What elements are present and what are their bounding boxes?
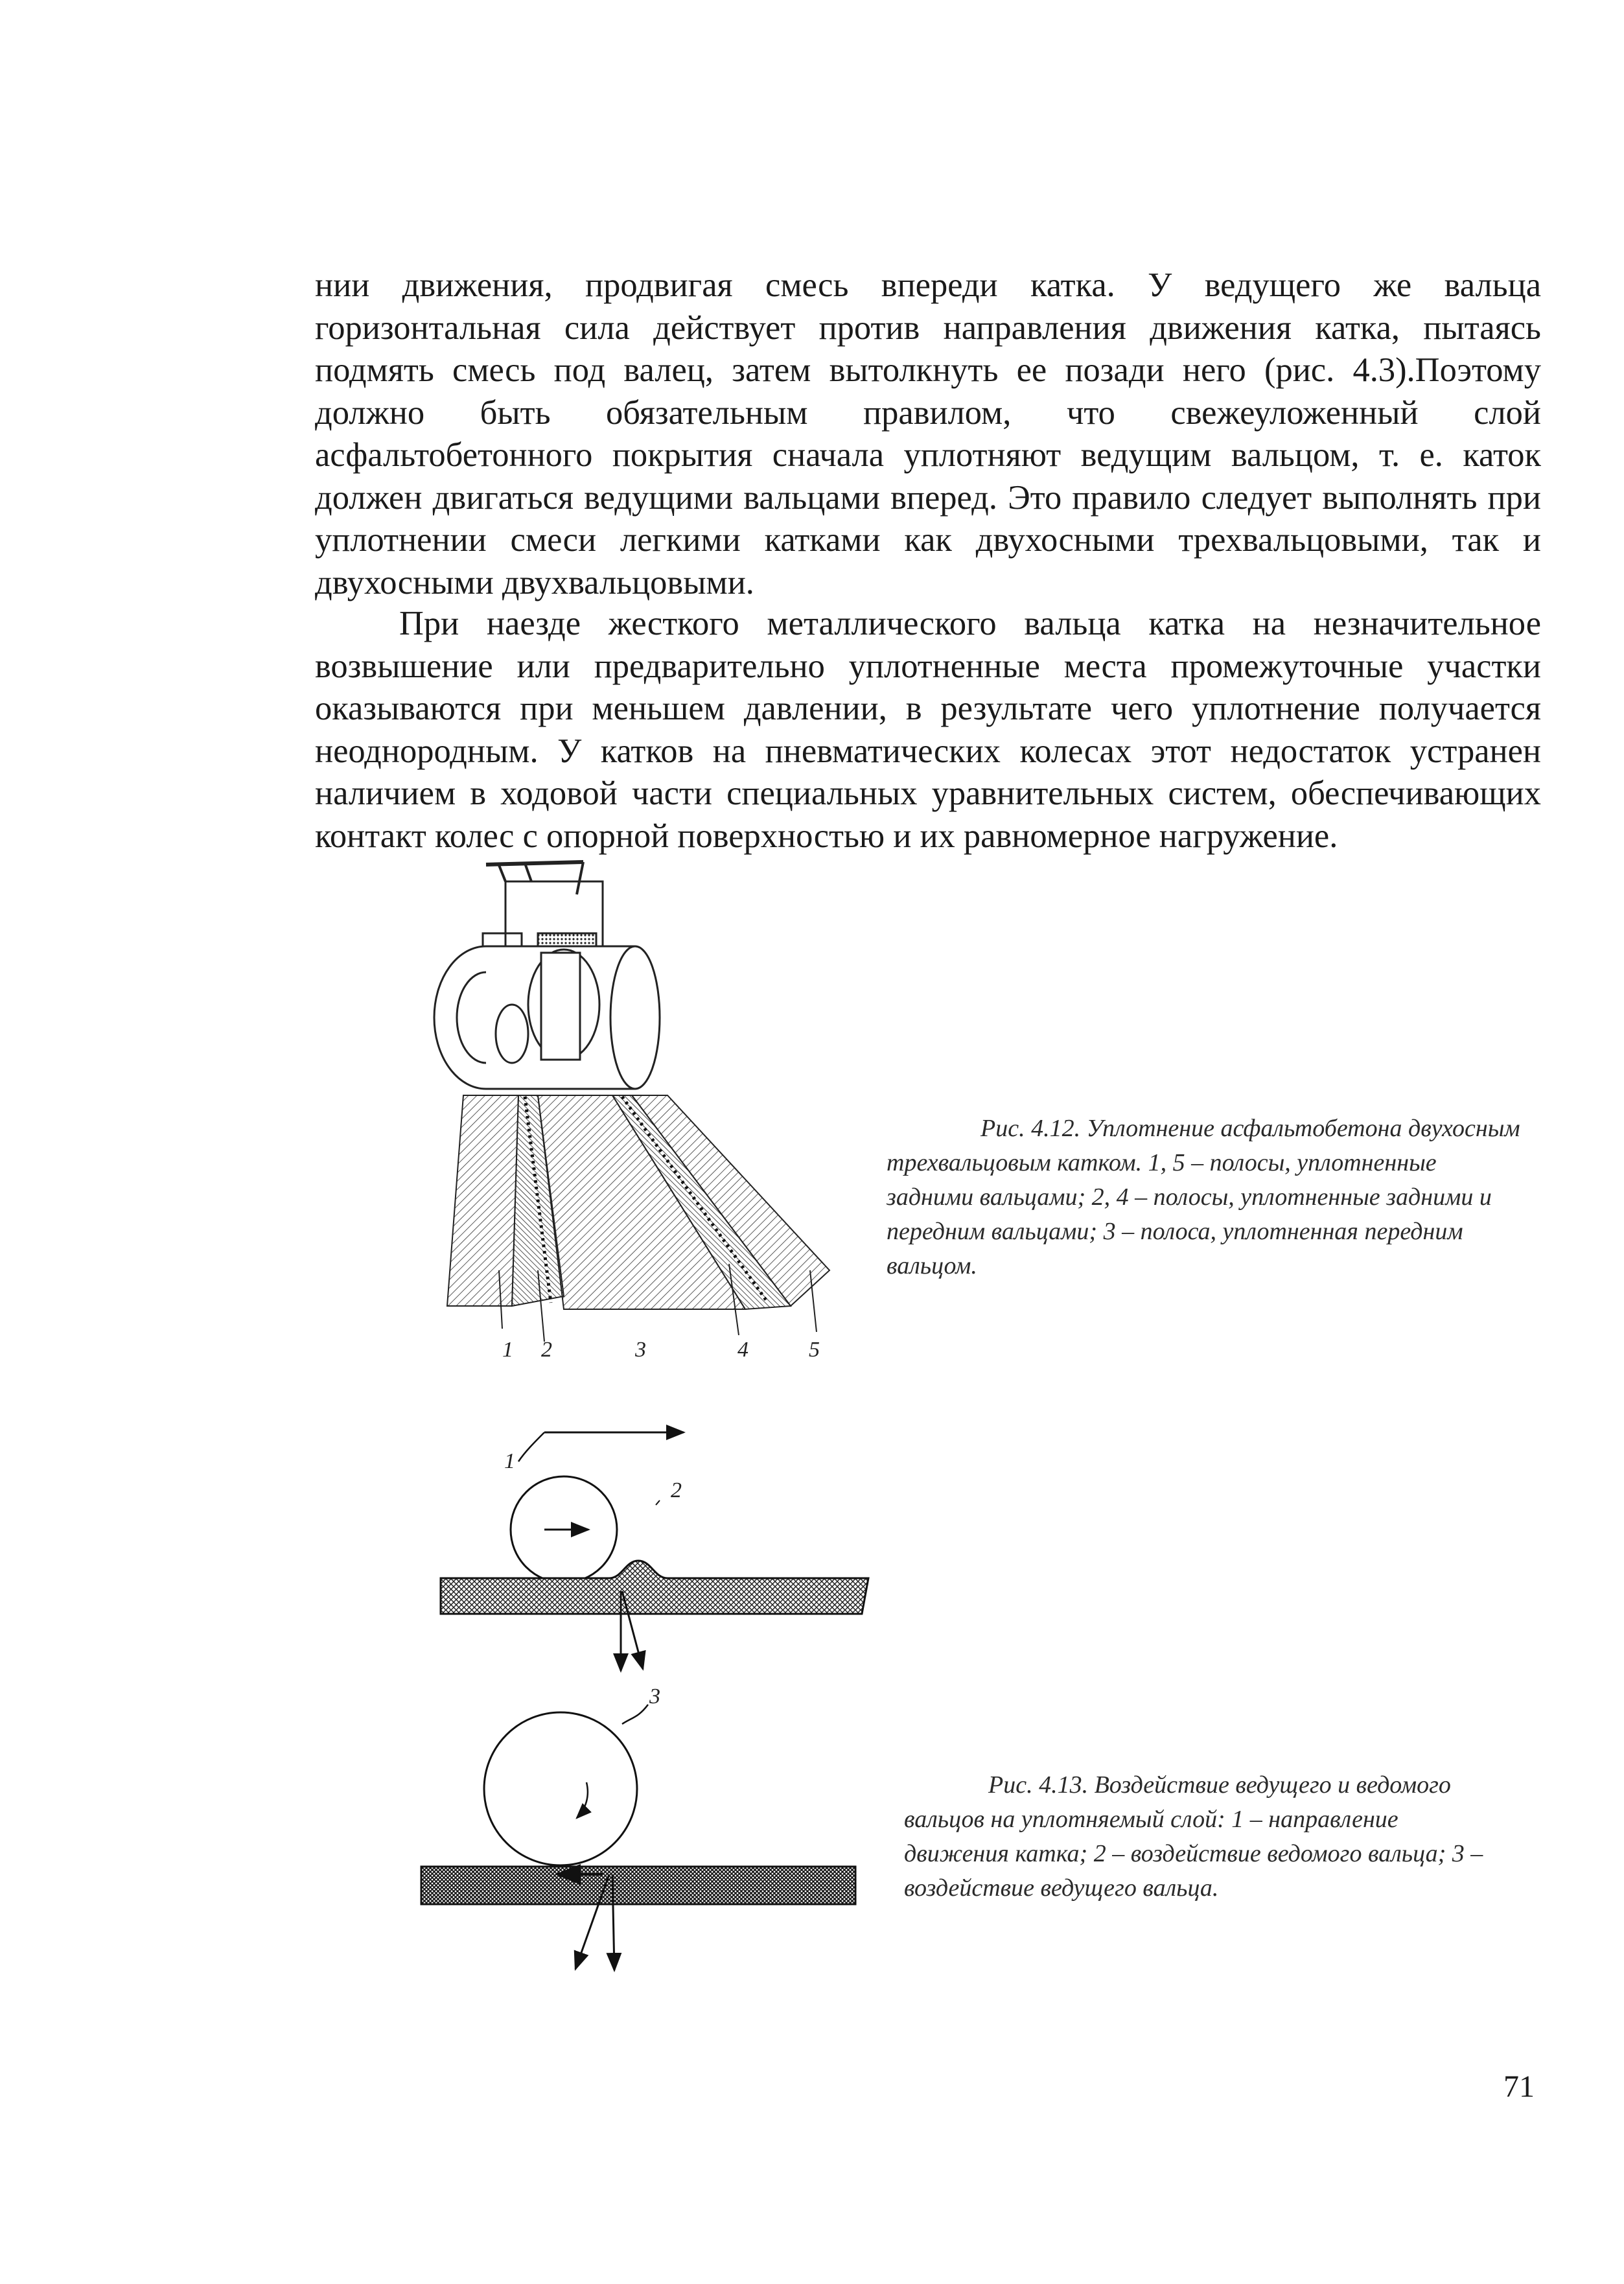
strip-1-outer-left: [447, 1095, 518, 1306]
driving-roll: [484, 1712, 637, 1865]
fig412-label-1: 1: [502, 1338, 513, 1362]
body-paragraph-2: При наезде жесткого металлического вальца катка на незначительное возвышение или предварительно уплотненные места промежуточные участки оказываются при меньшем давлении, в результате чего уплотнение получается неоднородным. У катков на пневматических колесах этот недостаток устранен наличием в ходовой части специальных уравнительных систем, обеспечивающих контакт колес с опорной поверхностью и их равномерное нагружение.: [315, 605, 1541, 855]
fig412-label-5: 5: [809, 1338, 820, 1362]
fig413-label-3: 3: [649, 1684, 660, 1708]
page-number: 71: [1503, 2069, 1535, 2104]
figure-4-12-caption: Рис. 4.12. Уплотнение асфальтобетона двухосным трехвальцовым катком. 1, 5 – полосы, уплотненные задними вальцами; 2, 4 – полосы, уплотненные задними и передним вальцами; 3 – полоса, уплотненная передним вальцом.: [887, 1115, 1520, 1279]
fig412-label-4: 4: [737, 1338, 748, 1362]
fig412-label-3: 3: [635, 1338, 646, 1362]
fig412-label-2: 2: [541, 1338, 552, 1362]
figure-4-12-roller-illustration: [428, 856, 855, 1374]
fig413-label-1: 1: [504, 1449, 515, 1473]
figure-4-13-roll-action-illustration: [415, 1413, 881, 1977]
roller-compaction-drawing: [428, 856, 855, 1374]
driving-layer: [421, 1867, 855, 1904]
roll-action-drawing: [415, 1413, 881, 1977]
rear-roll-right: [610, 946, 660, 1089]
driven-layer: [441, 1561, 868, 1614]
fig413-label-2: 2: [671, 1478, 682, 1502]
body-paragraph-1: нии движения, продвигая смесь впереди катка. У ведущего же вальца горизонтальная сила действует против направления движения катка, пытаясь подмять смесь под валец, затем вытолкнуть ее позади него (рис. 4.3).Поэтому должно быть обязательным правилом, что свежеуложенный слой асфальтобетонного покрытия сначала уплотняют ведущим вальцом, т. е. каток должен двигаться ведущими вальцами вперед. Это правило следует выполнять при уплотнении смеси легкими катками как двухосными трехвальцовыми, так и двухосными двухвальцовыми.: [315, 266, 1541, 601]
figure-4-13-caption: Рис. 4.13. Воздействие ведущего и ведомого вальцов на уплотняемый слой: 1 – направление движения катка; 2 – воздействие ведомого вальца; 3 – воздействие ведущего вальца.: [904, 1771, 1483, 1902]
